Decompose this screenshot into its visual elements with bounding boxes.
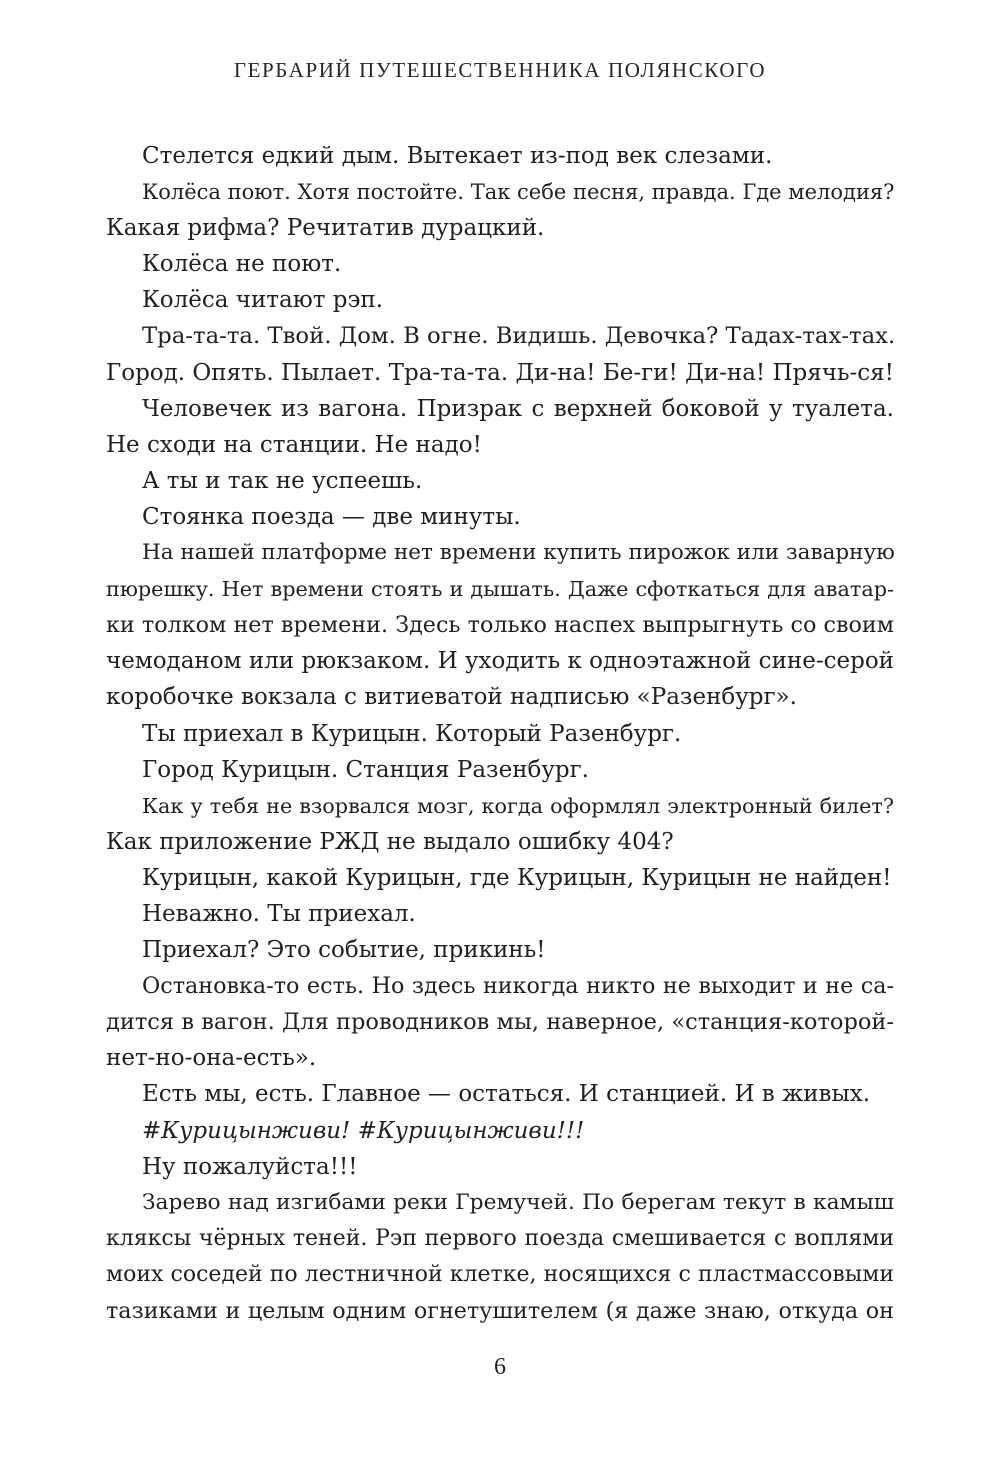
text-line: нет-но-она-есть». [106,1045,317,1072]
text-line: Зарево над изгибами реки Гремучей. По берегам текут в камыш [142,1189,894,1215]
text-line: Неважно. Ты приехал. [142,900,416,927]
text-line: кляксы чёрных теней. Рэп первого поезда смешивается с воплями [106,1225,894,1251]
text-line: моих соседей по лестничной клетке, носящихся с пластмассовыми [106,1261,894,1287]
text-line: Как у тебя не взорвался мозг, когда оформлял электронный билет? [142,793,894,818]
text-line: Есть мы, есть. Главное — остаться. И станцией. И в живых. [142,1081,871,1108]
text-line: Колёса читают рэп. [142,287,384,314]
text-line: чемоданом или рюкзаком. И уходить к одноэтажной сине-серой [106,648,894,675]
text-line: Человечек из вагона. Призрак с верхней боковой у туалета. [142,395,894,422]
text-line: Город. Опять. Пылает. Тра-та-та. Ди-на! Бе-ги! Ди-на! Прячь-ся! [106,359,894,386]
running-head: ГЕРБАРИЙ ПУТЕШЕСТВЕННИКА ПОЛЯНСКОГО [233,58,767,82]
text-line: Ты приехал в Курицын. Который Разенбург. [142,720,682,747]
text-line: пюрешку. Нет времени стоять и дышать. Даже сфоткаться для аватар- [106,577,894,602]
text-line: Колёса не поют. [142,251,342,278]
text-line: Ну пожалуйста!!! [142,1153,358,1180]
text-line: Стелется едкий дым. Вытекает из-под век слезами. [142,143,773,169]
body-text [106,138,894,1329]
page-number: 6 [494,1354,506,1380]
text-line: Тра-та-та. Твой. Дом. В огне. Видишь. Девочка? Тадах-тах-тах. [142,323,896,350]
text-line: тазиками и целым одним огнетушителем (я даже знаю, откуда он [106,1298,894,1324]
text-line: А ты и так не успеешь. [142,467,423,494]
text-line: Стоянка поезда — две минуты. [142,503,521,530]
text-line: Приехал? Это событие, прикинь! [142,937,546,964]
text-line: Курицын, какой Курицын, где Курицын, Курицын не найден! [142,864,892,891]
text-line: Не сходи на станции. Не надо! [106,431,482,458]
text-line: Остановка-то есть. Но здесь никогда никто не выходит и не са- [142,973,894,1000]
hashtag-line: #Курицынживи! #Курицынживи!!! [142,1117,585,1144]
text-line: На нашей платформе нет времени купить пирожок или заварную [142,540,895,566]
text-line: дится в вагон. Для проводников мы, наверное, «станция-которой- [106,1009,894,1036]
text-line: коробочке вокзала с витиеватой надписью «Разенбург». [106,684,797,711]
text-line: ки толком нет времени. Здесь только наспех выпрыгнуть со своим [106,612,894,639]
text-line: Город Курицын. Станция Разенбург. [142,756,589,783]
text-line: Какая рифма? Речитатив дурацкий. [106,215,545,242]
text-line: Как приложение РЖД не выдало ошибку 404? [106,828,674,855]
text-line: Колёса поют. Хотя постойте. Так себе песня, правда. Где мелодия? [142,180,895,205]
